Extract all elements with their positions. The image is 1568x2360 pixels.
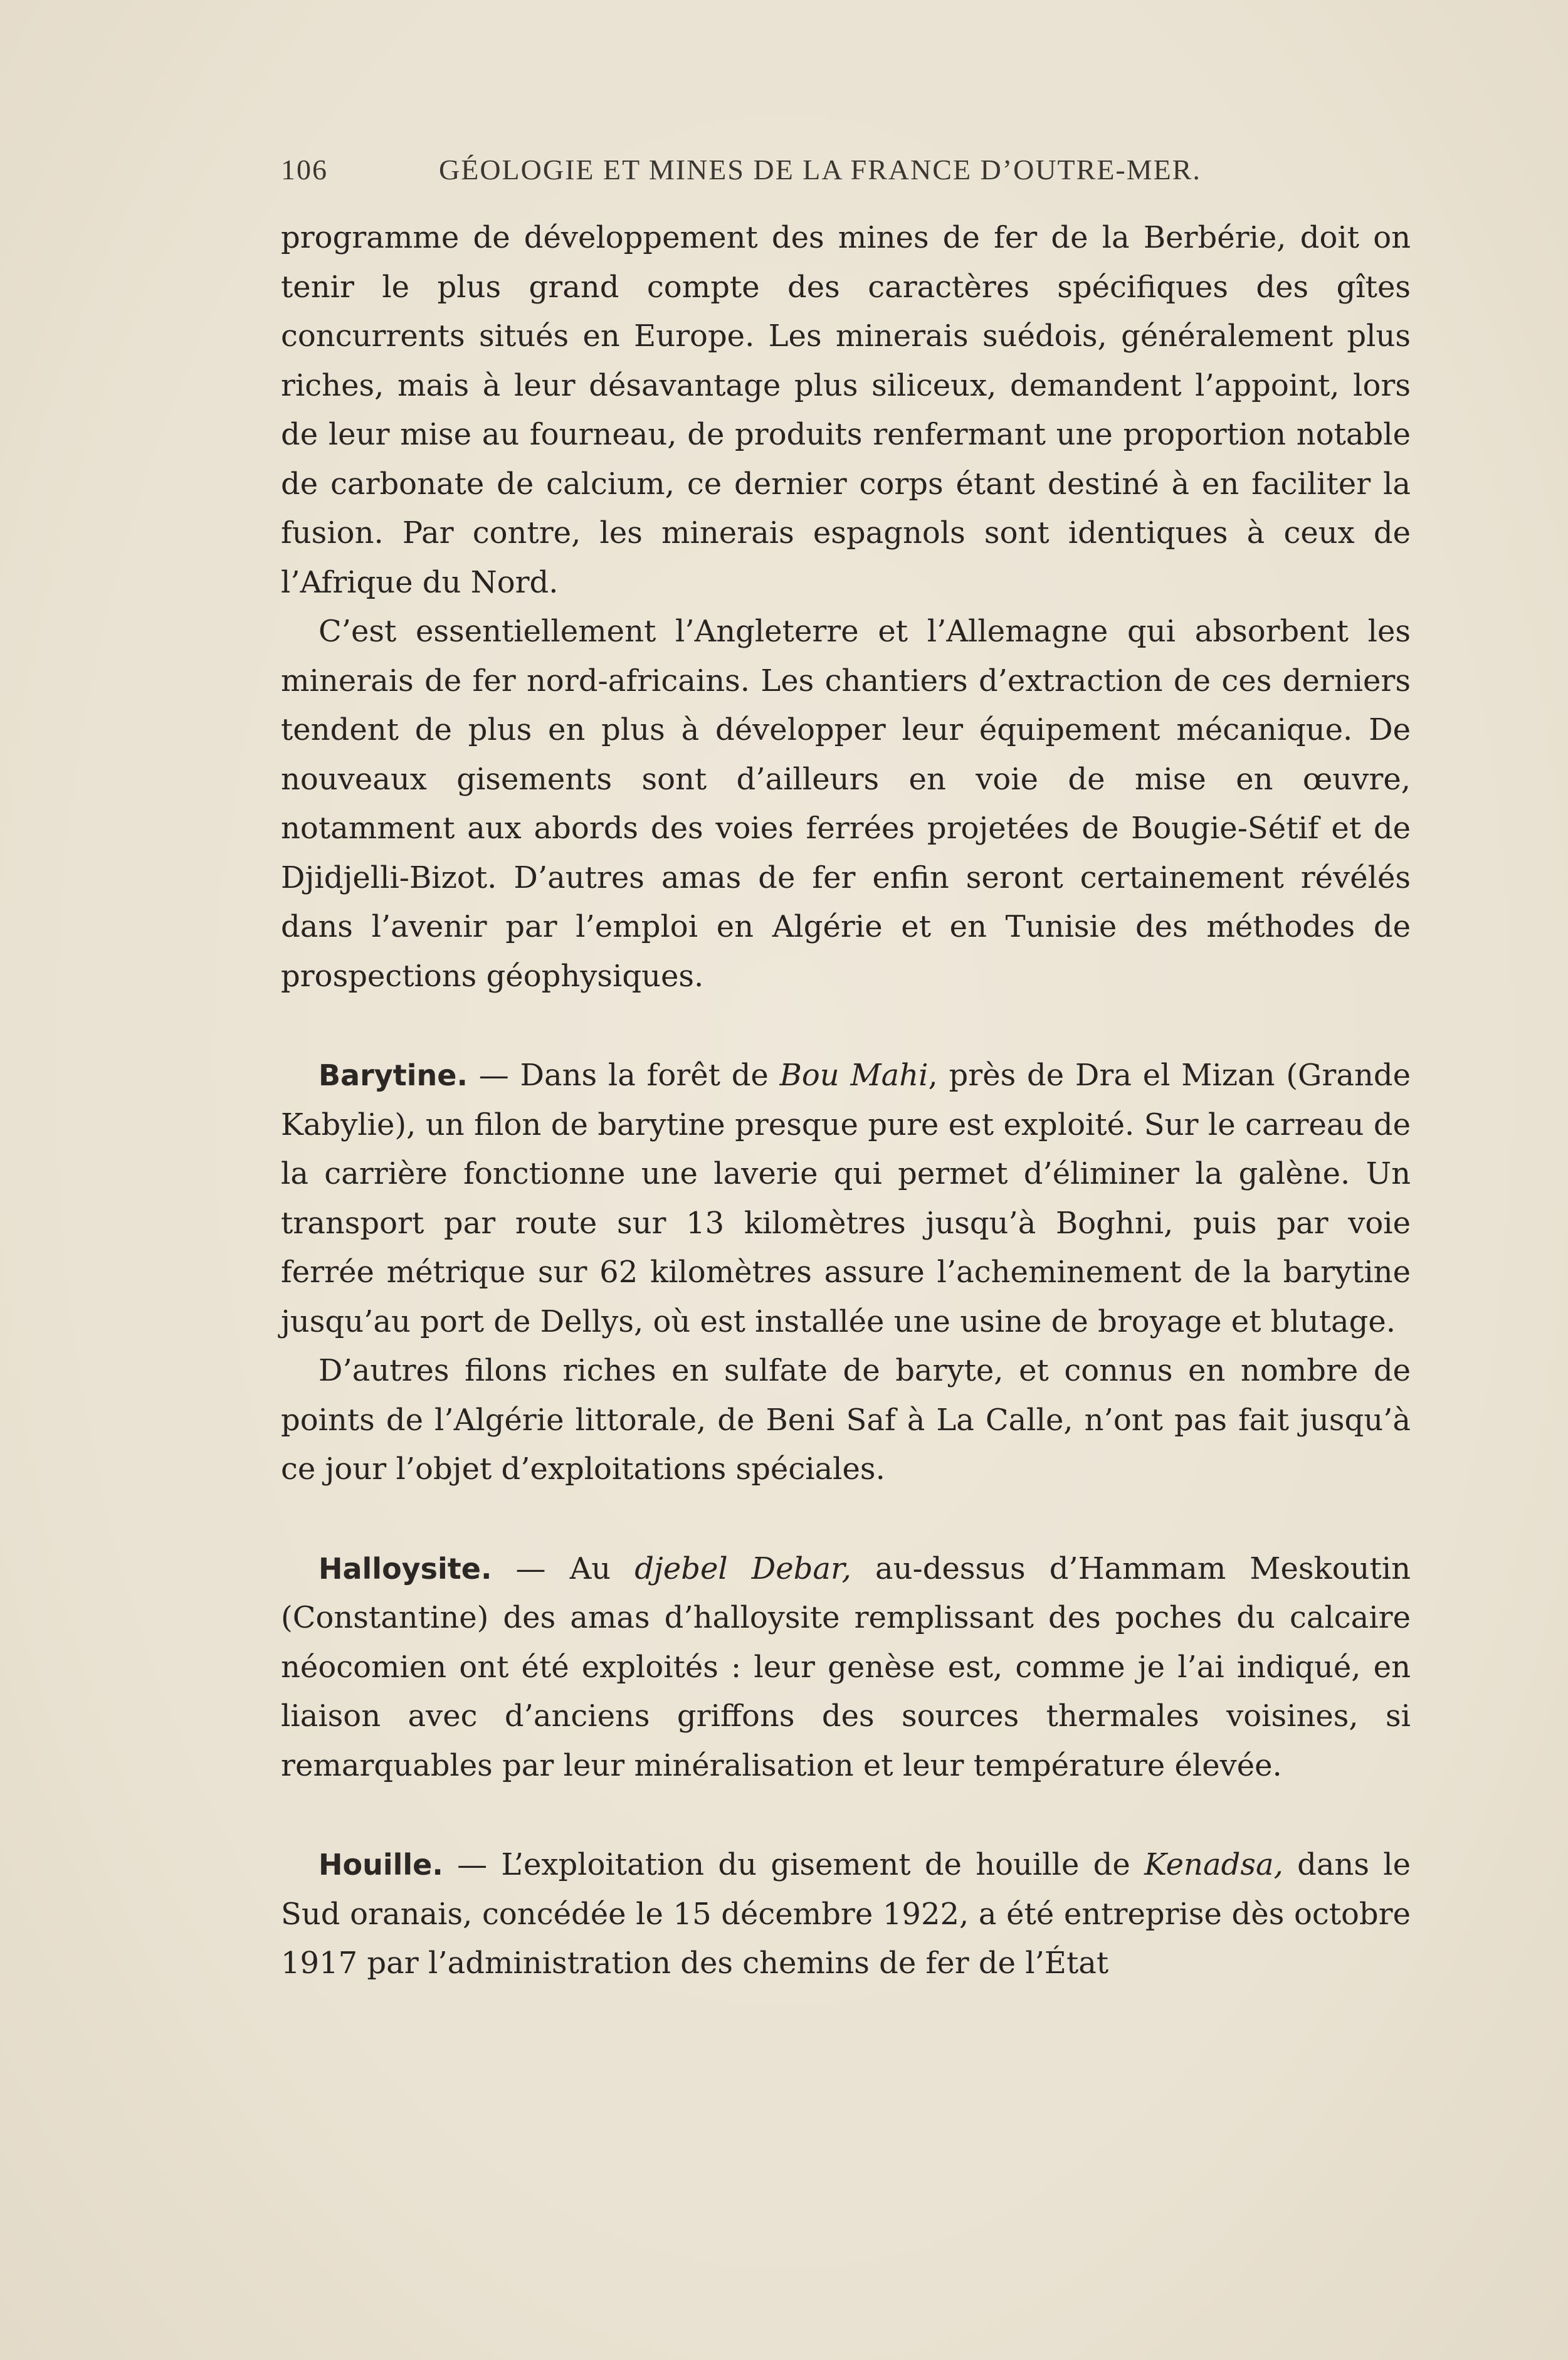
section-heading-houille: Houille. (318, 1848, 443, 1882)
body-text (281, 213, 1411, 1988)
halloysite-dash: — Au (492, 1551, 635, 1586)
barytine-dash: — Dans la forêt de (467, 1058, 780, 1093)
page-header (281, 153, 1259, 197)
paragraph-iron-ore-exports: C’est essentiellement l’Angleterre et l’Allemagne qui absorbent les minerais de fer nord-africains. Les chantiers d’extraction de ces derniers tendent de plus en plus à développer leur équipement mécanique. De nouveaux gisements sont d’ailleurs en voie de mise en œuvre, notamment aux abords des voies ferrées projetées de Bougie-Sétif et de Djidjelli-Bizot. D’autres amas de fer enfin seront certainement révélés dans l’avenir par l’emploi en Algérie et en Tunisie des méthodes de prospections géophysiques. (281, 614, 1411, 994)
section-heading-barytine: Barytine. (318, 1058, 468, 1092)
paragraph-baryte-veins: D’autres filons riches en sulfate de baryte, et connus en nombre de points de l’Algérie littorale, de Beni Saf à La Calle, n’ont pas fait jusqu’à ce jour l’objet d’exploitations spéciales. (281, 1353, 1411, 1487)
houille-place: Kenadsa, (1144, 1847, 1283, 1882)
running-title: GÉOLOGIE ET MINES DE LA FRANCE D’OUTRE-MER. (439, 154, 1201, 186)
paragraph-iron-ore-continued: programme de développement des mines de fer de la Berbérie, doit on tenir le plus grand compte des caractères spécifiques des gîtes concurrents situés en Europe. Les minerais suédois, généralement plus riches, mais à leur désavantage plus siliceux, demandent l’appoint, lors de leur mise au fourneau, de produits renfermant une proportion notable de carbonate de calcium, ce dernier corps étant destiné à en faciliter la fusion. Par contre, les minerais espagnols sont identiques à ceux de l’Afrique du Nord. (281, 220, 1411, 600)
barytine-place: Bou Mahi (779, 1058, 929, 1093)
houille-dash: — L’exploitation du gisement de houille de (443, 1847, 1145, 1882)
halloysite-place: djebel Debar, (634, 1551, 851, 1586)
paragraph-halloysite (281, 1544, 1411, 1791)
houille-text: dans le Sud oranais, concédée le 15 décembre 1922, a été entreprise dès octobre 1917 par l’administration des chemins de fer de l’État (281, 1847, 1411, 1981)
halloysite-text: au-dessus d’Hammam Meskoutin (Constantine) des amas d’halloysite remplissant des poches du calcaire néocomien ont été exploités : leur genèse est, comme je l’ai indiqué, en liaison avec d’anciens griffons des sources thermales voisines, si remarquables par leur minéralisation et leur température élevée. (281, 1551, 1411, 1783)
section-heading-halloysite: Halloysite. (318, 1551, 492, 1586)
paragraph-houille (281, 1840, 1411, 1988)
page-number: 106 (281, 154, 328, 186)
paragraph-barytine (281, 1051, 1411, 1346)
barytine-text: , près de Dra el Mizan (Grande Kabylie), un filon de barytine presque pure est exploité. Sur le carreau de la carrière fonctionne une laverie qui permet d’éliminer la galène. Un transport par route sur 13 kilomètres jusqu’à Boghni, puis par voie ferrée métrique sur 62 kilomètres assure l’acheminement de la barytine jusqu’au port de Dellys, où est installée une usine de broyage et blutage. (281, 1058, 1411, 1339)
